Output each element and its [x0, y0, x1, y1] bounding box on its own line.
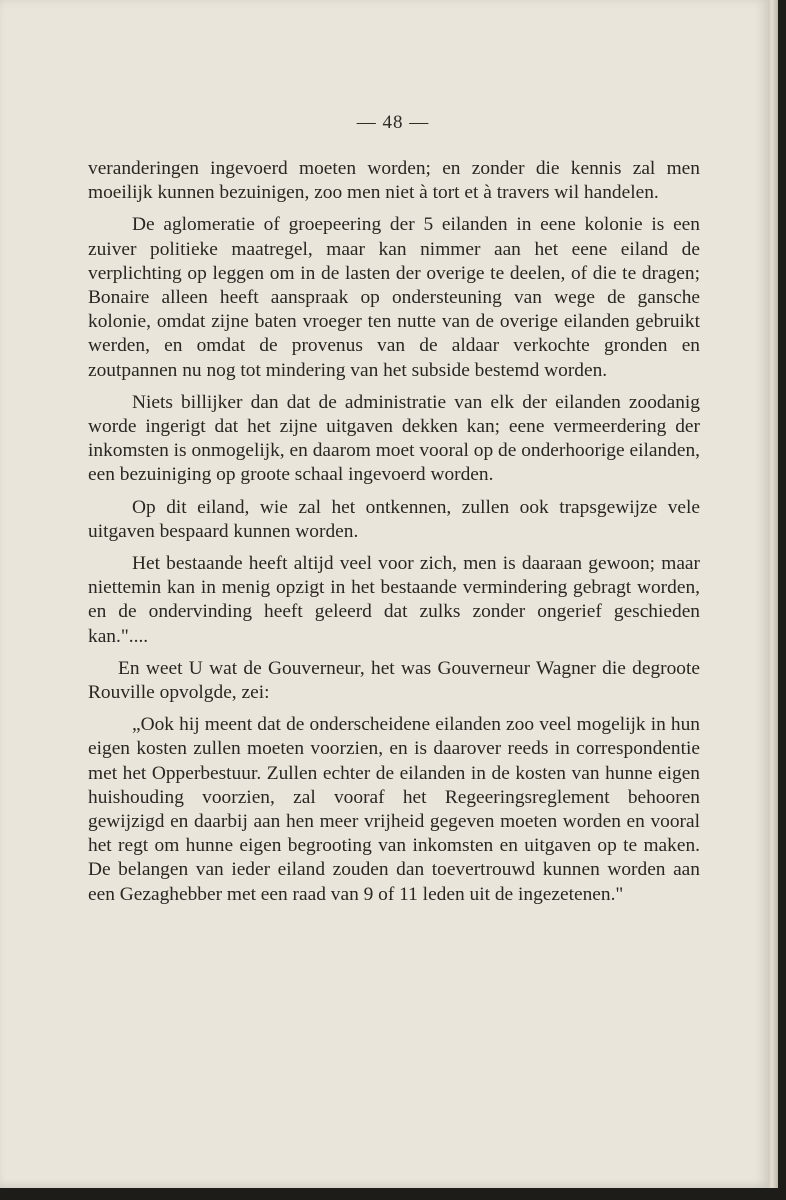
paragraph-1: veranderingen ingevoerd moeten worden; en zonder die kennis zal men moeilijk kunnen bezuinigen, zoo men niet à tort et à travers wil handelen. — [88, 158, 700, 204]
page-edge — [768, 0, 778, 1188]
paragraph-6: En weet U wat de Gouverneur, het was Gouverneur Wagner die degroote Rouville opvolgde, zei: — [88, 657, 700, 704]
paragraph-3: Niets billijker dan dat de administratie van elk der eilanden zoodanig worde ingerigt dat het zijne uitgaven dekken kan; eene vermeerdering der inkomsten is onmogelijk, en daarom moet vooral op de onderhoorige eilanden, een bezuiniging op groote schaal ingevoerd worden. — [88, 391, 700, 486]
paragraph-2: De aglomeratie of groepeering der 5 eilanden in eene kolonie is een zuiver politieke maatregel, maar kan nimmer aan het eene eiland de verplichting op leggen om in de lasten der overige te deelen, of die te dragen; Bonaire alleen heeft aanspraak op ondersteuning van wege de gansche kolonie, omdat zijne baten vroeger ten nutte van de overige eilanden gebruikt werden, en omdat de provenus van de aldaar verkochte gronden en zoutpannen nu nog tot mindering van het subside bestemd worden. — [88, 214, 700, 381]
paragraph-5: Het bestaande heeft altijd veel voor zich, men is daaraan gewoon; maar niettemin kan in menig opzigt in het bestaande vermindering gebragt worden, en de ondervinding heeft geleerd dat zulks zonder ongerief geschieden kan.".... — [88, 553, 700, 647]
paragraph-7: „Ook hij meent dat de onderscheidene eilanden zoo veel mogelijk in hun eigen kosten zullen moeten voorzien, en is daarover reeds in correspondentie met het Opperbestuur. Zullen echter de eilanden in de kosten van hunne eigen huishouding voorzien, zal vooraf het Regeeringsreglement behooren gewijzigd en daarbij aan hen meer vrijheid gegeven moeten worden en vooral het regt om hunne eigen begrooting van inkomsten en uitgaven op te maken. De belangen van ieder eiland zouden dan toevertrouwd kunnen worden aan een Gezaghebber met een raad van 9 of 11 leden uit de ingezetenen." — [88, 714, 700, 905]
page-body — [88, 157, 700, 907]
page-number: — 48 — — [356, 112, 430, 133]
paragraph-4: Op dit eiland, wie zal het ontkennen, zullen ook trapsgewijze vele uitgaven bespaard kunnen worden. — [88, 496, 700, 542]
